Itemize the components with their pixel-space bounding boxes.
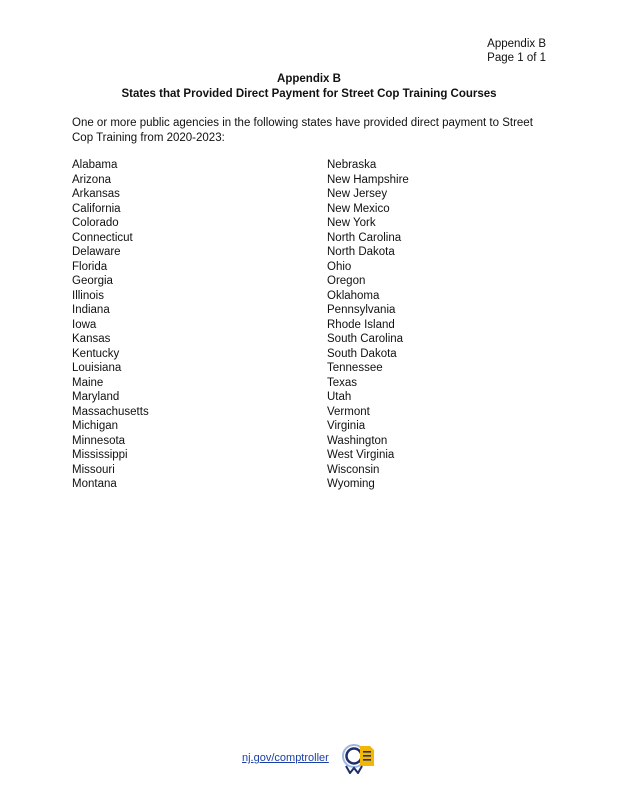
title-line-1: Appendix B — [277, 73, 341, 85]
state-list-item: Indiana — [72, 304, 110, 316]
state-list-item: New York — [327, 217, 376, 229]
state-list-item: Missouri — [72, 463, 115, 476]
state-list-item: New Hampshire — [327, 173, 409, 186]
state-list-item: Georgia — [72, 275, 113, 287]
state-list-item: Vermont — [327, 405, 370, 418]
state-list-item: Maine — [72, 376, 104, 389]
appendix-label: Appendix B — [487, 38, 546, 50]
state-list-item: South Carolina — [327, 333, 404, 345]
state-list-item: Rhode Island — [327, 318, 395, 331]
state-list-item: Montana — [72, 478, 117, 490]
comptroller-seal-icon — [340, 740, 380, 774]
state-list-item: Wisconsin — [327, 463, 380, 476]
state-list-item: Iowa — [72, 318, 97, 331]
state-list-item: Illinois — [72, 289, 104, 302]
state-list-item: South Dakota — [327, 347, 397, 360]
state-list-item: Michigan — [72, 420, 119, 432]
state-list-item: Utah — [327, 391, 352, 403]
state-list-item: Louisiana — [72, 362, 122, 374]
state-list-item: New Jersey — [327, 188, 388, 200]
page-number: Page 1 of 1 — [487, 52, 546, 64]
state-list-item: Connecticut — [72, 231, 133, 244]
state-list-item: Colorado — [72, 217, 119, 229]
state-list-item: Nebraska — [327, 159, 377, 171]
state-list-item: Mississippi — [72, 449, 128, 461]
state-list-item: California — [72, 202, 121, 215]
state-list-item: North Carolina — [327, 231, 402, 244]
state-list-item: Virginia — [327, 420, 366, 432]
state-list-item: Wyoming — [327, 478, 375, 490]
state-list-item: Oklahoma — [327, 289, 380, 302]
state-list-item: West Virginia — [327, 449, 395, 461]
state-list-item: New Mexico — [327, 202, 390, 215]
state-list-item: Maryland — [72, 391, 120, 403]
state-list-item: Alabama — [72, 159, 118, 171]
state-list-item: Pennsylvania — [327, 304, 396, 316]
state-list-right — [327, 158, 409, 492]
state-list-item: Minnesota — [72, 434, 126, 447]
page-footer — [0, 740, 618, 774]
comptroller-link[interactable]: nj.gov/comptroller — [242, 752, 329, 764]
state-list-item: Delaware — [72, 246, 121, 258]
state-list-item: Arizona — [72, 173, 111, 186]
title-line-2: States that Provided Direct Payment for Street Cop Training Courses — [121, 88, 497, 100]
state-list-item: Kansas — [72, 333, 111, 345]
state-list-left — [72, 158, 149, 492]
document-title — [0, 72, 618, 102]
intro-paragraph: One or more public agencies in the following states have provided direct payment to Street Cop Training from 2020-2023: — [72, 117, 533, 144]
page-header — [487, 37, 546, 65]
state-list-item: Tennessee — [327, 362, 383, 374]
state-list-item: Texas — [327, 376, 358, 389]
state-list-item: Washington — [327, 434, 388, 447]
state-list-item: Massachusetts — [72, 405, 149, 418]
state-list-item: Kentucky — [72, 347, 120, 360]
state-list-item: Arkansas — [72, 188, 120, 200]
state-list-item: North Dakota — [327, 246, 395, 258]
state-list-item: Florida — [72, 260, 108, 273]
state-list-item: Ohio — [327, 260, 352, 273]
state-list-item: Oregon — [327, 275, 366, 287]
